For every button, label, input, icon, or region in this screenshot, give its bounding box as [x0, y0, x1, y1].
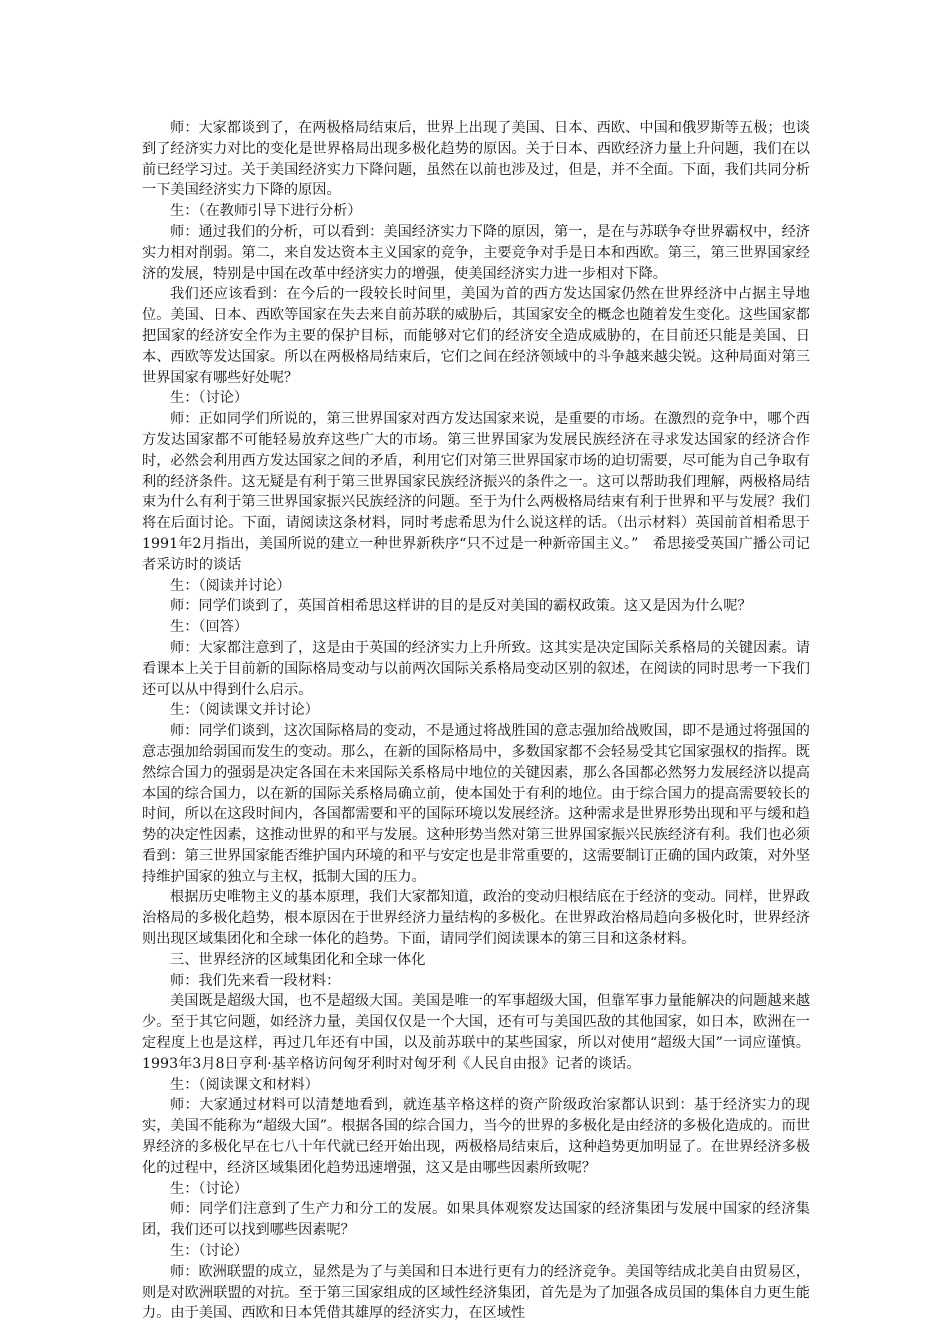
paragraph: 师：大家都谈到了，在两极格局结束后，世界上出现了美国、日本、西欧、中国和俄罗斯等五极；也谈到了经济实力对比的变化是世界格局出现多极化趋势的原因。关于日本、西欧经济力量上升问题，我们在以前已经学习过。关于美国经济实力下降问题，虽然在以前也涉及过，但是，并不全面。下面，我们共同分析一下美国经济实力下降的原因。: [142, 120, 810, 199]
paragraph: 生：（阅读课文和材料）: [170, 1076, 319, 1093]
paragraph: 师：正如同学们所说的，第三世界国家对西方发达国家来说，是重要的市场。在激烈的竞争中，哪个西方发达国家都不可能轻易放弃这些广大的市场。第三世界国家为发展民族经济在寻求发达国家的经济合作时，必然会利用西方发达国家之间的矛盾，利用它们对第三世界国家市场的迫切需要，尽可能为自己争取有利的经济条件。这无疑是有利于第三世界国家民族经济振兴的条件之一。这可以帮助我们理解，两极格局结束为什么有利于第三世界国家振兴民族经济的问题。至于为什么两极格局结束有利于世界和平与发展？我们将在后面讨论。下面，请阅读这条材料，同时考虑希思为什么说这样的话。（出示材料）英国前首相希思于1991年2月指出，美国所说的建立一种世界新秩序“只不过是一种新帝国主义。” 希思接受英国广播公司记者采访时的谈话: [142, 411, 810, 573]
paragraph: 生：（回答）: [170, 619, 249, 636]
paragraph: 生：（讨论）: [170, 1180, 249, 1197]
paragraph: 师：同学们谈到，这次国际格局的变动，不是通过将战胜国的意志强加给战败国，即不是通过将强国的意志强加给弱国而发生的变动。那么，在新的国际格局中，多数国家都不会轻易受其它国家强权的指挥。既然综合国力的强弱是决定各国在未来国际关系格局中地位的关键因素，那么各国都必然努力发展经济以提高本国的综合国力，以在新的国际关系格局确立前，使本国处于有利的地位。由于综合国力的提高需要较长的时间，所以在这段时间内，各国都需要和平的国际环境以发展经济。这种需求是世界形势出现和平与缓和趋势的决定性因素，这推动世界的和平与发展。这种形势当然对第三世界国家振兴民族经济有利。我们也必须看到：第三世界国家能否维护国内环境的和平与安定也是非常重要的，这需要制订正确的国内政策，对外坚持维护国家的独立与主权，抵制大国的压力。: [142, 723, 810, 885]
paragraph: 美国既是超级大国，也不是超级大国。美国是唯一的军事超级大国，但靠军事力量能解决的问题越来越少。至于其它问题，如经济力量，美国仅仅是一个大国，还有可与美国匹敌的其他国家，如日本，欧洲在一定程度上也是这样，再过几年还有中国，以及前苏联中的某些国家，所以对使用“超级大国”一词应谨慎。1993年3月8日亨利·基辛格访问匈牙利时对匈牙利《人民自由报》记者的谈话。: [142, 993, 810, 1072]
paragraph: 师：大家都注意到了，这是由于英国的经济实力上升所致。这其实是决定国际关系格局的关键因素。请看课本上关于目前新的国际格局变动与以前两次国际关系格局变动区别的叙述，在阅读的同时思考一下我们还可以从中得到什么启示。: [142, 639, 810, 698]
paragraph: 生：（讨论）: [170, 1243, 249, 1260]
paragraph: 师：同学们谈到了，英国首相希思这样讲的目的是反对美国的霸权政策。这又是因为什么呢？: [170, 598, 752, 615]
paragraph: 生：（阅读并讨论）: [170, 577, 291, 594]
document-body: [142, 118, 810, 1324]
paragraph: 生：（阅读课文并讨论）: [170, 702, 319, 719]
paragraph: 根据历史唯物主义的基本原理，我们大家都知道，政治的变动归根结底在于经济的变动。同样，世界政治格局的多极化趋势，根本原因在于世界经济力量结构的多极化。在世界政治格局趋向多极化时，世界经济则出现区域集团化和全球一体化的趋势。下面，请同学们阅读课本的第三目和这条材料。: [142, 889, 810, 948]
paragraph: 师：通过我们的分析，可以看到：美国经济实力下降的原因，第一，是在与苏联争夺世界霸权中，经济实力相对削弱。第二，来自发达资本主义国家的竞争，主要竞争对手是日本和西欧。第三，第三世界国家经济的发展，特别是中国在改革中经济实力的增强，使美国经济实力进一步相对下降。: [142, 223, 810, 282]
paragraph: 师：大家通过材料可以清楚地看到，就连基辛格这样的资产阶级政治家都认识到：基于经济实力的现实，美国不能称为“超级大国”。根据各国的综合国力，当今的世界的多极化是由经济的多极化造成的。而世界经济的多极化早在七八十年代就已经开始出现，两极格局结束后，这种趋势更加明显了。在世界经济多极化的过程中，经济区域集团化趋势迅速增强，这又是由哪些因素所致呢？: [142, 1097, 810, 1176]
paragraph: 师：同学们注意到了生产力和分工的发展。如果具体观察发达国家的经济集团与发展中国家的经济集团，我们还可以找到哪些因素呢？: [142, 1201, 810, 1239]
paragraph: 师：我们先来看一段材料：: [170, 972, 341, 989]
paragraph: 师：欧洲联盟的成立，显然是为了与美国和日本进行更有力的经济竞争。美国等结成北美自由贸易区，则是对欧洲联盟的对抗。至于第三国家组成的区域性经济集团，首先是为了加强各成员国的集体自力更生能力。由于美国、西欧和日本凭借其雄厚的经济实力，在区域性: [142, 1263, 810, 1322]
paragraph: 生：（讨论）: [170, 390, 249, 407]
paragraph: 我们还应该看到：在今后的一段较长时间里，美国为首的西方发达国家仍然在世界经济中占据主导地位。美国、日本、西欧等国家在失去来自前苏联的威胁后，其国家安全的概念也随着发生变化。这些国家都把国家的经济安全作为主要的保护目标，而能够对它们的经济安全造成威胁的，在目前还只能是美国、日本、西欧等发达国家。所以在两极格局结束后，它们之间在经济领域中的斗争越来越尖锐。这种局面对第三世界国家有哪些好处呢？: [142, 286, 810, 386]
paragraph: 生：（在教师引导下进行分析）: [170, 203, 362, 220]
section-heading: 三、世界经济的区域集团化和全球一体化: [170, 951, 426, 968]
